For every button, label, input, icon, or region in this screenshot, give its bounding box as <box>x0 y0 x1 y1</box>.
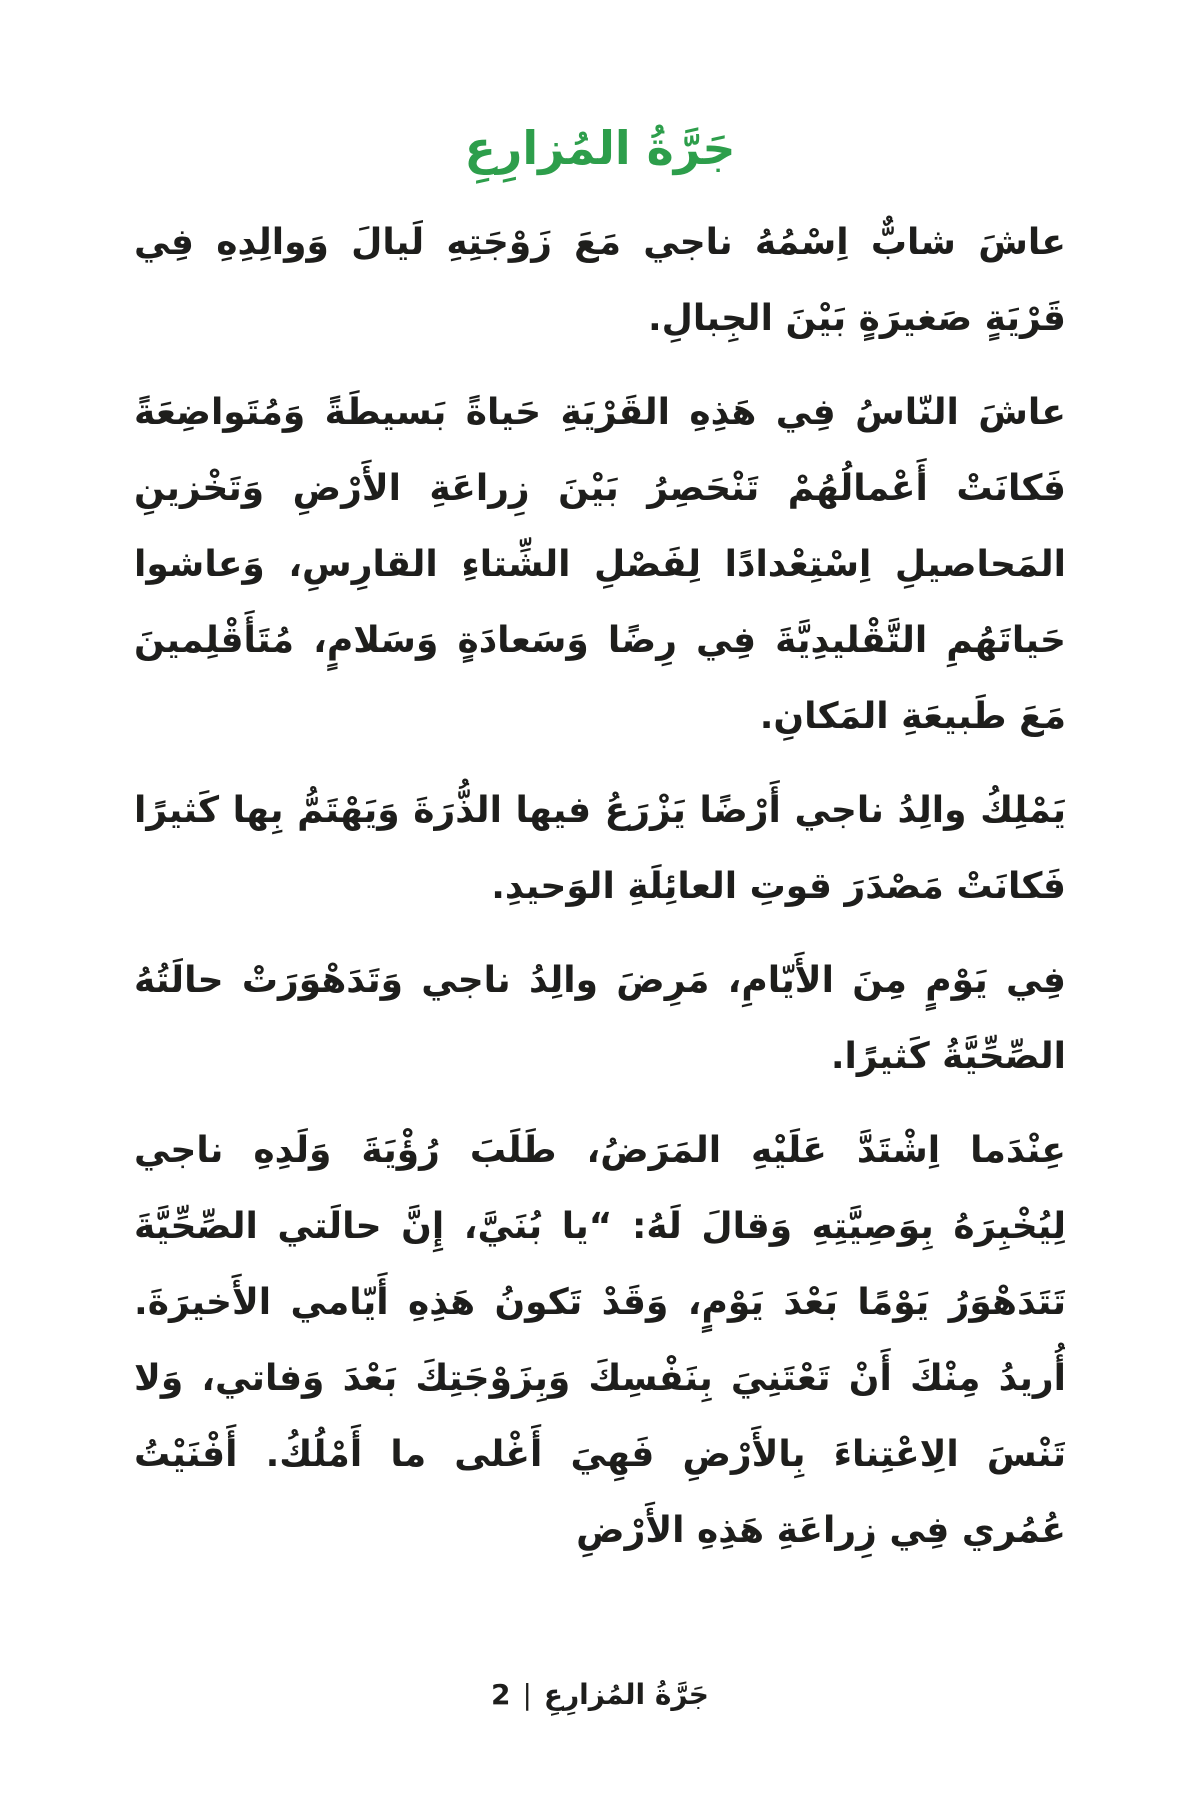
footer-book-title: جرة المزارع <box>543 1678 709 1711</box>
page-footer <box>0 1674 1200 1716</box>
story-body <box>134 205 1066 1587</box>
paragraph: يملك والد ناجي أرضا يزرع فيها الذرة ويهتم بها كثيرا فكانت مصدر قوت العائلة الوحيد. <box>134 790 1066 907</box>
footer-page-number: 2 <box>491 1678 511 1711</box>
page-title: جَرَّةُ المُزارِعِ <box>464 121 736 175</box>
paragraph: عندما اشتد عليه المرض، طلب رؤية ولده ناجي ليخبره بوصيته وقال له: “يا بني، إن حالتي الصحية تتدهور يوما بعد يوم، وقد تكون هذه أيامي الأخيرة. أريد منك أن تعتني بنفسك وبزوجتك بعد وفاتي، ولا تنس الاعتناء بالأرض فهي أغلى ما أملك. أفنيت عمري في زراعة هذه الأرض <box>134 1130 1067 1551</box>
paragraph: في يوم من الأيام، مرض والد ناجي وتدهورت حالته الصحية كثيرا. <box>134 960 1066 1077</box>
paragraph: عاش شاب اسمه ناجي مع زوجته ليال ووالده في قرية صغيرة بين الجبال. <box>134 222 1066 339</box>
footer-separator: | <box>522 1678 532 1711</box>
paragraph: عاش الناس في هذه القرية حياة بسيطة ومتواضعة فكانت أعمالهم تنحصر بين زراعة الأرض وتخزين المحاصيل استعدادا لفصل الشتاء القارس، وعاشوا حياتهم التقليدية في رضا وسعادة وسلام، متأقلمين مع طبيعة المكان. <box>134 392 1066 737</box>
